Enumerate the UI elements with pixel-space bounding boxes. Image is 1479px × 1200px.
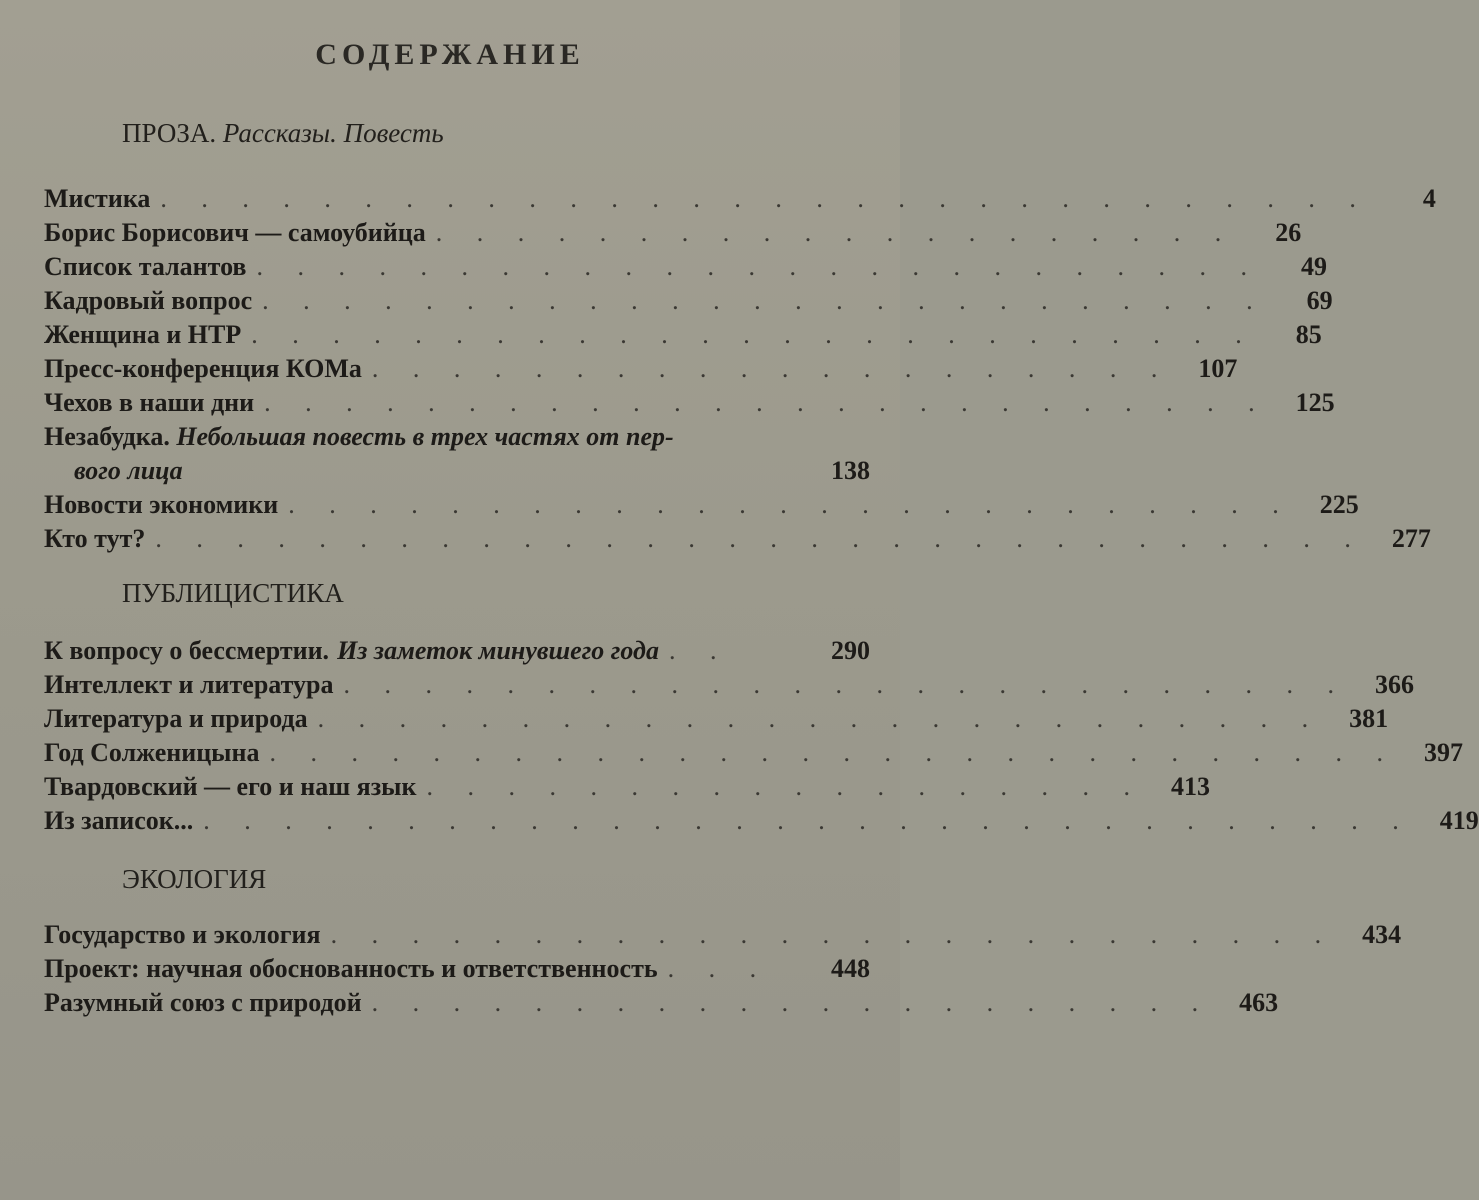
toc-entry-subtitle-cont: вого лица	[74, 456, 183, 485]
toc-entry-title: Твардовский — его и наш язык	[44, 772, 417, 801]
toc-entry[interactable]	[44, 318, 1322, 352]
toc-entry[interactable]	[44, 420, 870, 488]
toc-entry-title: Чехов в наши дни	[44, 388, 255, 417]
toc-entry-page: 69	[1306, 286, 1333, 315]
toc-entry-page: 277	[1391, 524, 1431, 553]
section-heading-label: ЭКОЛОГИЯ	[122, 864, 267, 894]
dot-leader: . . . . . . . . . . . . . . . . . . . . .	[371, 988, 1213, 1017]
toc-entry-title: К вопросу о бессмертии.	[44, 636, 330, 665]
toc-entry-title: Кадровый вопрос	[44, 286, 253, 315]
toc-entry-title: Женщина и НТР	[44, 320, 242, 349]
toc-entry[interactable]	[44, 182, 1436, 216]
dot-leader: . .	[668, 636, 731, 665]
toc-entry[interactable]	[44, 952, 870, 986]
dot-leader: . . . . . . . . . . . . . . . . . . . . . . . . .	[251, 320, 1256, 349]
dot-leader: . . . . . . . . . . . . . . . . . . . . . . . . .	[343, 670, 1349, 699]
toc-entry[interactable]	[44, 284, 1333, 318]
toc-entry[interactable]	[44, 488, 1359, 522]
toc-entry-page: 413	[1170, 772, 1210, 801]
dot-leader: . . . . . . . . . . . . . . . . . . . . . . . . .	[330, 920, 1336, 949]
dot-leader: . . . . . . . . . . . . . . . . . .	[426, 772, 1144, 801]
dot-leader: . . . . . . . . . . . . . . . . . . . . . . . . .	[256, 252, 1261, 281]
toc-entry[interactable]	[44, 386, 1335, 420]
toc-entry-page: 26	[1275, 218, 1302, 247]
dot-leader: . . . . . . . . . . . . . . . . . . . . . . . . . . . . . .	[160, 184, 1370, 213]
toc-entry[interactable]	[44, 522, 1431, 556]
dot-leader: . . . . . . . . . . . . . . . . . . . . . . . . .	[264, 388, 1269, 417]
dot-leader: . . . . . . . . . . . . . . . . . . . . . . . . . . . .	[269, 738, 1397, 767]
section-heading-publicistics	[122, 578, 344, 609]
toc-entry[interactable]	[44, 702, 1389, 736]
dot-leader: . . . . . . . . . . . . . . . . . . . . . . . . .	[262, 286, 1267, 315]
page-title: СОДЕРЖАНИЕ	[315, 38, 585, 71]
toc-entry-title: Новости экономики	[44, 490, 279, 519]
toc-entry[interactable]	[44, 250, 1327, 284]
toc-entry-page: 381	[1349, 704, 1389, 733]
toc-entry[interactable]	[44, 918, 1402, 952]
toc-entry-page: 463	[1239, 988, 1279, 1017]
toc-entry-page: 225	[1319, 490, 1359, 519]
section-heading-label: ПУБЛИЦИСТИКА	[122, 578, 344, 608]
toc-entry-page: 49	[1300, 252, 1327, 281]
toc-entry-title: Борис Борисович — самоубийца	[44, 218, 426, 247]
toc-entry[interactable]	[44, 634, 870, 668]
toc-entry-title: Литература и природа	[44, 704, 308, 733]
dot-leader: . . . . . . . . . . . . . . . . . . . . . . . . .	[317, 704, 1323, 733]
toc-entry-title: Кто тут?	[44, 524, 146, 553]
section-heading-ecology	[122, 864, 266, 895]
toc-entry-page: 4	[1422, 184, 1436, 213]
toc-entry[interactable]	[44, 804, 1479, 838]
section-heading-prose	[122, 118, 444, 149]
toc-list-publicistics	[44, 634, 1479, 838]
toc-entry-title: Разумный союз с природой	[44, 988, 362, 1017]
toc-entry[interactable]	[44, 770, 1210, 804]
toc-entry-title: Проект: научная обоснованность и ответственность	[44, 954, 658, 983]
toc-entry-page: 107	[1198, 354, 1238, 383]
toc-entry-page: 419	[1439, 806, 1479, 835]
toc-entry-page: 397	[1423, 738, 1463, 767]
toc-entry-title: Государство и экология	[44, 920, 321, 949]
toc-entry[interactable]	[44, 352, 1238, 386]
toc-entry-title: Из записок...	[44, 806, 194, 835]
dot-leader: . . . . . . . . . . . . . . . . . . . . . . . . . . . . . .	[203, 806, 1413, 835]
dot-leader: . . . . . . . . . . . . . . . . . . . .	[371, 354, 1172, 383]
toc-list-prose	[44, 182, 1436, 556]
toc-entry-title: Интеллект и литература	[44, 670, 334, 699]
toc-entry[interactable]	[44, 216, 1302, 250]
dot-leader: . . . . . . . . . . . . . . . . . . . . . . . . . . . . . .	[155, 524, 1365, 553]
toc-entry-title: Мистика	[44, 184, 151, 213]
toc-entry-title: Год Солженицына	[44, 738, 260, 767]
toc-entry-page: 290	[831, 636, 870, 665]
toc-list-ecology	[44, 918, 1402, 1020]
dot-leader: . . .	[667, 954, 771, 983]
toc-entry-title: Список талантов	[44, 252, 247, 281]
dot-leader: . . . . . . . . . . . . . . . . . . . . . . . . .	[288, 490, 1293, 519]
toc-entry-page: 366	[1375, 670, 1415, 699]
toc-entry-title: Незабудка.	[44, 422, 170, 451]
toc-entry-title: Пресс-конференция КОМа	[44, 354, 362, 383]
toc-entry-page: 85	[1295, 320, 1322, 349]
toc-entry-page: 138	[831, 456, 870, 485]
toc-entry-subtitle: Небольшая повесть в трех частях от пер-	[176, 422, 674, 451]
dot-leader: . . . . . . . . . . . . . . . . . . . .	[435, 218, 1236, 247]
toc-entry[interactable]	[44, 736, 1463, 770]
section-heading-label: ПРОЗА.	[122, 118, 217, 148]
toc-entry[interactable]	[44, 986, 1279, 1020]
section-heading-subtitle: Рассказы. Повесть	[222, 118, 444, 148]
toc-entry-page: 448	[831, 954, 870, 983]
toc-entry-page: 125	[1295, 388, 1335, 417]
toc-entry-page: 434	[1362, 920, 1402, 949]
toc-entry-subtitle: Из заметок минувшего года	[337, 636, 659, 665]
toc-entry[interactable]	[44, 668, 1415, 702]
